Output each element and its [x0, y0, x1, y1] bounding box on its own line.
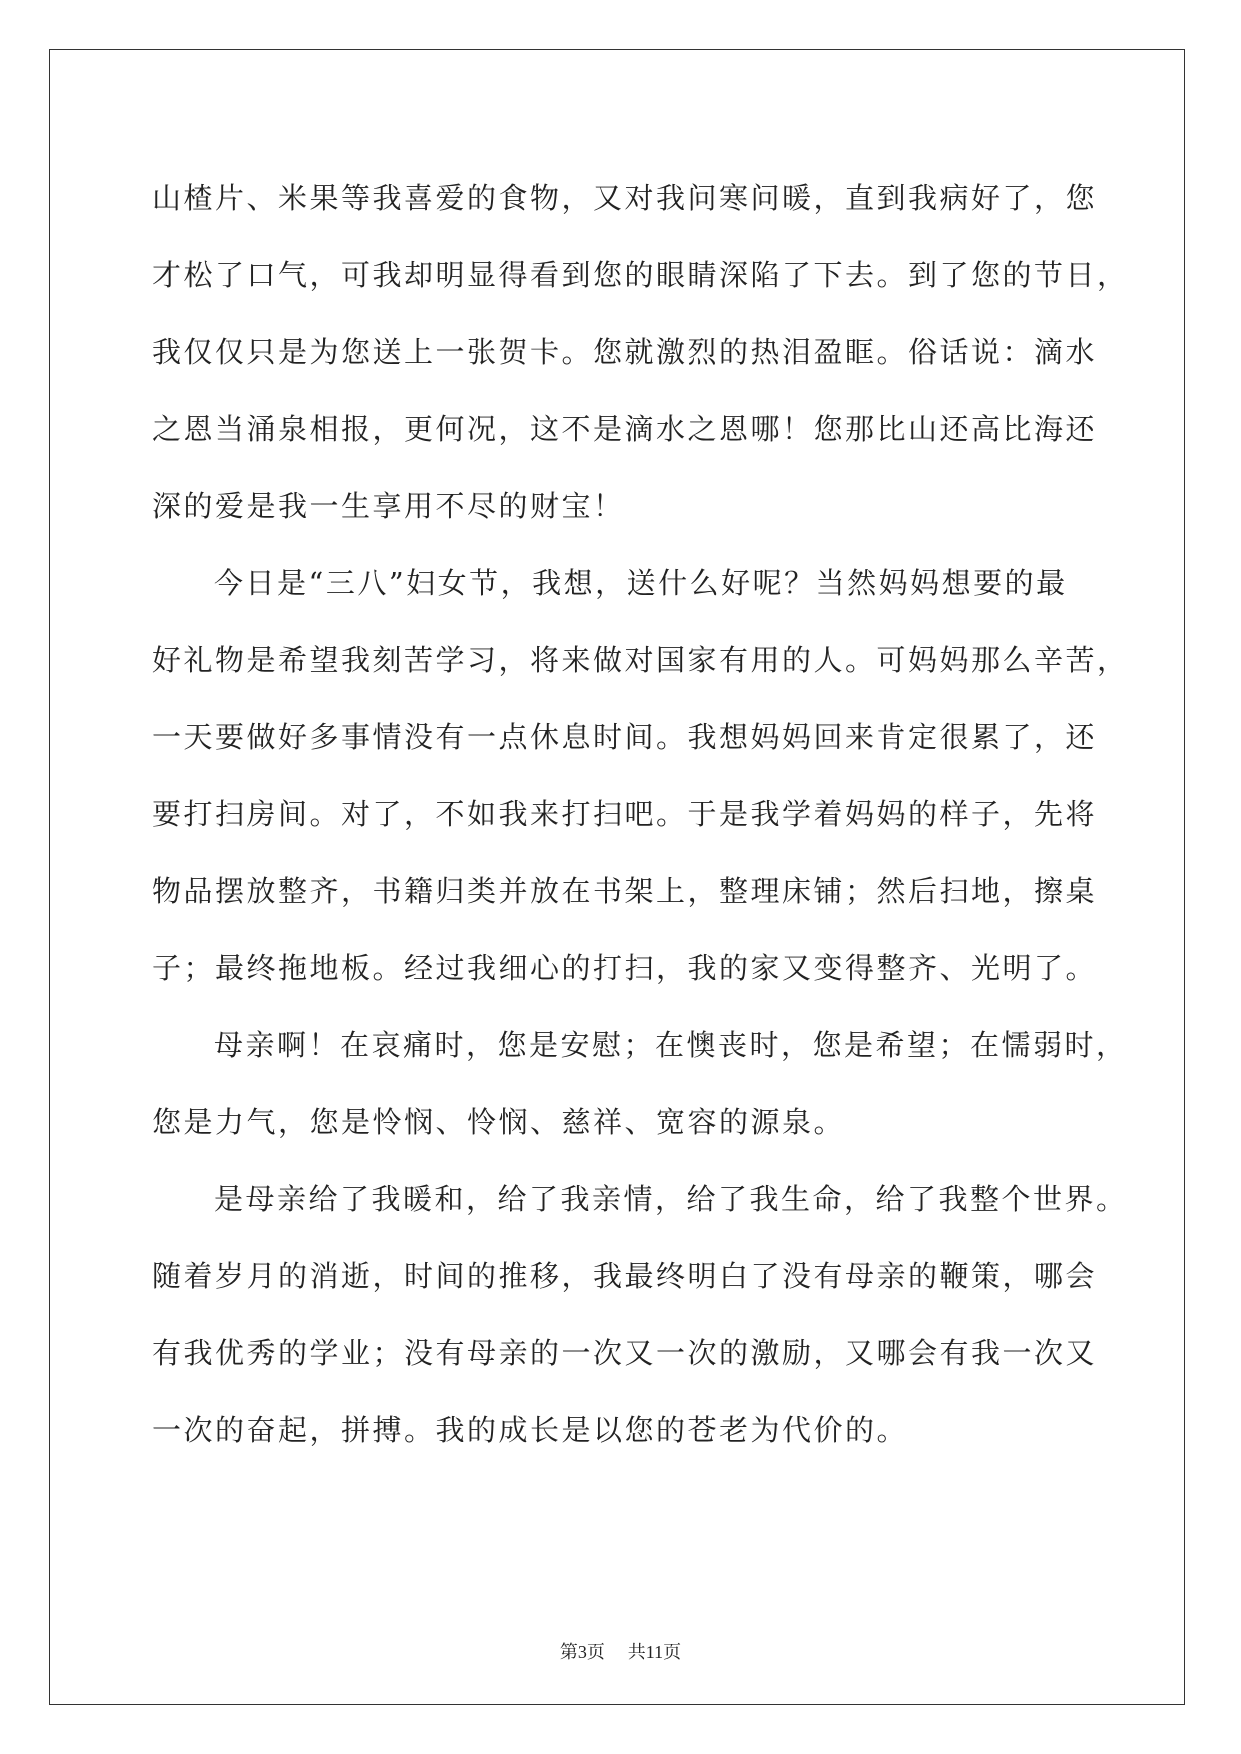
text-line: 要打扫房间。对了，不如我来打扫吧。于是我学着妈妈的样子，先将 — [152, 797, 1098, 831]
text-line: 一天要做好多事情没有一点休息时间。我想妈妈回来肯定很累了，还 — [152, 720, 1098, 754]
current-page: 3 — [577, 1642, 587, 1662]
text-line: 随着岁月的消逝，时间的推移，我最终明白了没有母亲的鞭策，哪会 — [152, 1259, 1098, 1293]
text-line: 我仅仅只是为您送上一张贺卡。您就激烈的热泪盈眶。俗话说：滴水 — [152, 335, 1098, 369]
total-pages: 11 — [645, 1642, 664, 1662]
text-line: 才松了口气，可我却明显得看到您的眼睛深陷了下去。到了您的节日， — [152, 258, 1129, 292]
page-number: 第3页 — [559, 1642, 605, 1663]
page-total: 共11页 — [627, 1642, 682, 1663]
text-line: 好礼物是希望我刻苦学习，将来做对国家有用的人。可妈妈那么辛苦， — [152, 643, 1129, 677]
text-line: 您是力气，您是怜悯、怜悯、慈祥、宽容的源泉。 — [152, 1105, 846, 1139]
paragraph-first-line: 今日是“三八”妇女节，我想，送什么好呢？当然妈妈想要的最 — [214, 566, 1068, 600]
text-line: 子；最终拖地板。经过我细心的打扫，我的家又变得整齐、光明了。 — [152, 951, 1098, 985]
page-footer — [0, 1638, 1241, 1664]
paragraph-first-line: 是母亲给了我暖和，给了我亲情，给了我生命，给了我整个世界。 — [214, 1182, 1128, 1216]
document-body — [152, 160, 1129, 1469]
paragraph-first-line: 母亲啊！在哀痛时，您是安慰；在懊丧时，您是希望；在懦弱时， — [214, 1028, 1128, 1062]
text-line: 有我优秀的学业；没有母亲的一次又一次的激励，又哪会有我一次又 — [152, 1336, 1098, 1370]
text-line: 之恩当涌泉相报，更何况，这不是滴水之恩哪！您那比山还高比海还 — [152, 412, 1098, 446]
text-line: 物品摆放整齐，书籍归类并放在书架上，整理床铺；然后扫地，擦桌 — [152, 874, 1098, 908]
text-line: 山楂片、米果等我喜爱的食物，又对我问寒问暖，直到我病好了，您 — [152, 181, 1098, 215]
text-line: 一次的奋起，拼搏。我的成长是以您的苍老为代价的。 — [152, 1413, 909, 1447]
text-line: 深的爱是我一生享用不尽的财宝！ — [152, 489, 625, 523]
